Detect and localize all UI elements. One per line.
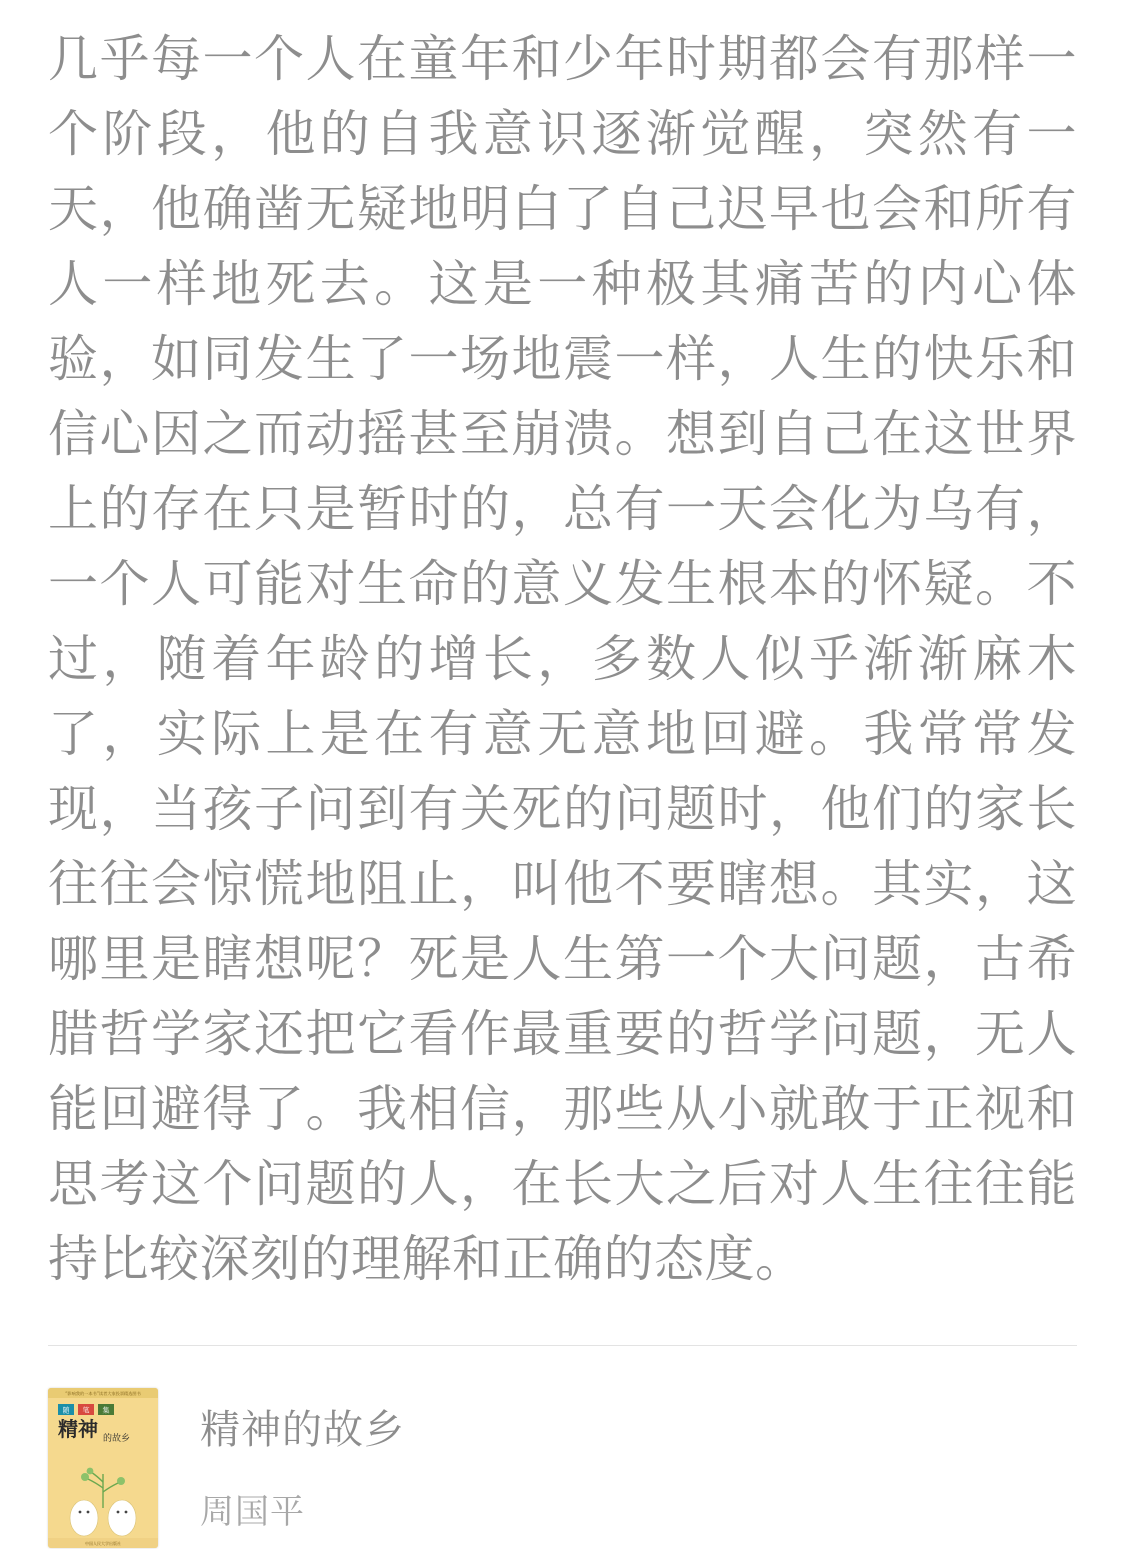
article-body: 几乎每一个人在童年和少年时期都会有那样一个阶段，他的自我意识逐渐觉醒，突然有一天，他确凿无疑地明白了自己迟早也会和所有人一样地死去。这是一种极其痛苦的内心体验，如同发生了一场地震一样，人生的快乐和信心因之而动摇甚至崩溃。想到自己在这世界上的存在只是暂时的，总有一天会化为乌有，一个人可能对生命的意义发生根本的怀疑。不过，随着年龄的增长，多数人似乎渐渐麻木了，实际上是在有意无意地回避。我常常发现，当孩子问到有关死的问题时，他们的家长往往会惊慌地阻止，叫他不要瞎想。其实，这哪里是瞎想呢？死是人生第一个大问题，古希腊哲学家还把它看作最重要的哲学问题，无人能回避得了。我相信，那些从小就敢于正视和思考这个问题的人，在长大之后对人生往往能持比较深刻的理解和正确的态度。 (48, 31, 1077, 1287)
book-source[interactable] (48, 1346, 1077, 1548)
svg-text:精神: 精神 (58, 1417, 98, 1441)
svg-text:“影响我的一本书”读者大家投票精选图书: “影响我的一本书”读者大家投票精选图书 (65, 1391, 141, 1397)
svg-text:中国人民大学出版社: 中国人民大学出版社 (85, 1541, 121, 1546)
svg-text:随: 随 (62, 1406, 70, 1415)
svg-text:笔: 笔 (82, 1406, 90, 1415)
book-cover-thumbnail[interactable] (48, 1388, 158, 1548)
svg-text:集: 集 (102, 1406, 110, 1415)
svg-text:的故乡: 的故乡 (103, 1434, 131, 1444)
book-title[interactable]: 精神的故乡 (200, 1408, 405, 1452)
book-cover-art (48, 1388, 158, 1548)
book-meta (158, 1388, 405, 1533)
book-author: 周国平 (200, 1493, 305, 1531)
